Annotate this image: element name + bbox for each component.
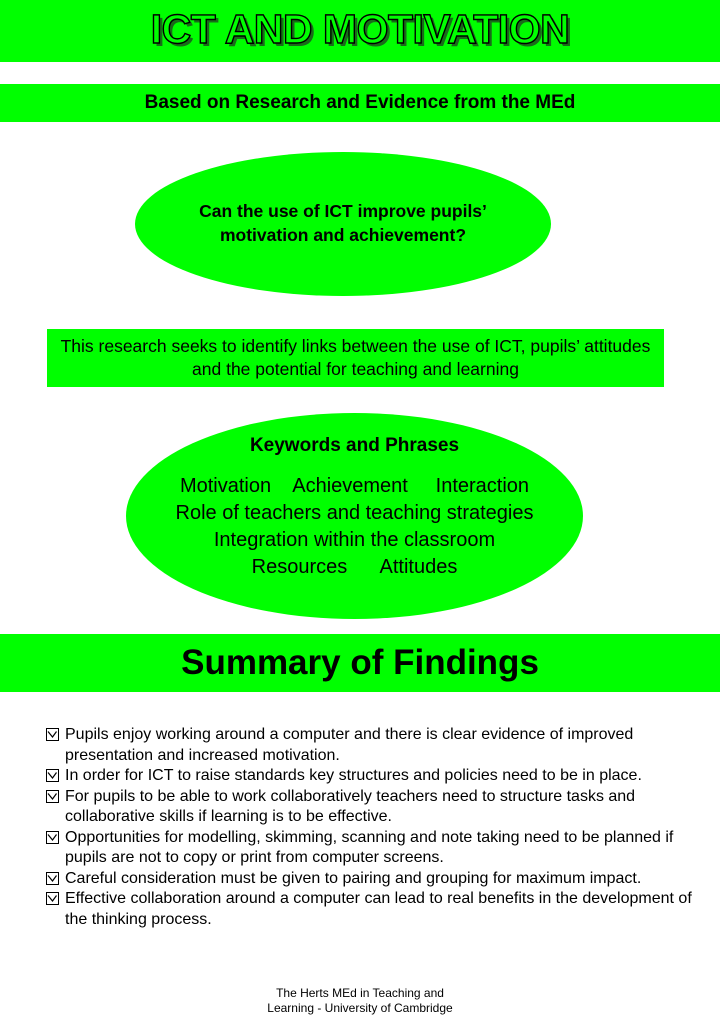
footer-line: The Herts MEd in Teaching and (276, 986, 444, 1000)
keywords-line (176, 473, 534, 500)
checkbox-check-icon (46, 790, 59, 803)
finding-item (46, 828, 696, 869)
finding-text: Opportunities for modelling, skimming, scanning and note taking need to be planned if pupils are not to copy or print from computer screens. (65, 828, 674, 866)
keywords-list (176, 473, 534, 581)
keywords-title: Keywords and Phrases (249, 435, 460, 456)
checkbox-check-icon (46, 728, 59, 741)
finding-text: For pupils to be able to work collaboratively teachers need to structure tasks and collaborative skills if learning is to be effective. (65, 787, 636, 825)
findings-list (46, 725, 696, 930)
footer-line: Learning - University of Cambridge (267, 1001, 453, 1015)
subtitle-banner (0, 84, 720, 122)
keyword: Role of teachers and teaching strategies (175, 502, 534, 524)
keywords-line (176, 500, 534, 527)
keywords-line (176, 554, 534, 581)
page-subtitle: Based on Research and Evidence from the MEd (144, 92, 576, 113)
finding-text: Careful consideration must be given to pairing and grouping for maximum impact. (65, 869, 642, 887)
checkbox-check-icon (46, 769, 59, 782)
finding-item (46, 766, 696, 787)
keywords-line (176, 527, 534, 554)
finding-text: Pupils enjoy working around a computer and there is clear evidence of improved presentation and increased motivation. (65, 726, 634, 764)
research-statement: This research seeks to identify links between the use of ICT, pupils’ attitudes and the potential for teaching and learning (60, 336, 651, 379)
research-question: Can the use of ICT improve pupils’ motivation and achievement? (199, 201, 487, 245)
keyword: Motivation (179, 475, 272, 497)
keyword: Achievement (292, 475, 408, 497)
keyword: Interaction (435, 475, 530, 497)
keyword: Integration within the classroom (213, 529, 496, 551)
footer (200, 986, 520, 1016)
finding-item (46, 869, 696, 890)
keyword: Resources (251, 556, 348, 578)
title-banner (0, 0, 720, 62)
checkbox-check-icon (46, 892, 59, 905)
page-title: ICT AND MOTIVATION (150, 5, 570, 52)
checkbox-check-icon (46, 872, 59, 885)
finding-item (46, 725, 696, 766)
finding-text: In order for ICT to raise standards key structures and policies need to be in place. (65, 767, 642, 784)
question-ellipse (135, 152, 551, 296)
summary-banner (0, 634, 720, 692)
finding-text: Effective collaboration around a computer can lead to real benefits in the development of the thinking process. (65, 890, 692, 928)
research-statement-box (47, 329, 664, 387)
summary-title: Summary of Findings (181, 643, 539, 682)
finding-item (46, 889, 696, 930)
finding-item (46, 787, 696, 828)
keyword: Attitudes (379, 556, 458, 578)
checkbox-check-icon (46, 831, 59, 844)
keywords-ellipse (126, 413, 583, 619)
